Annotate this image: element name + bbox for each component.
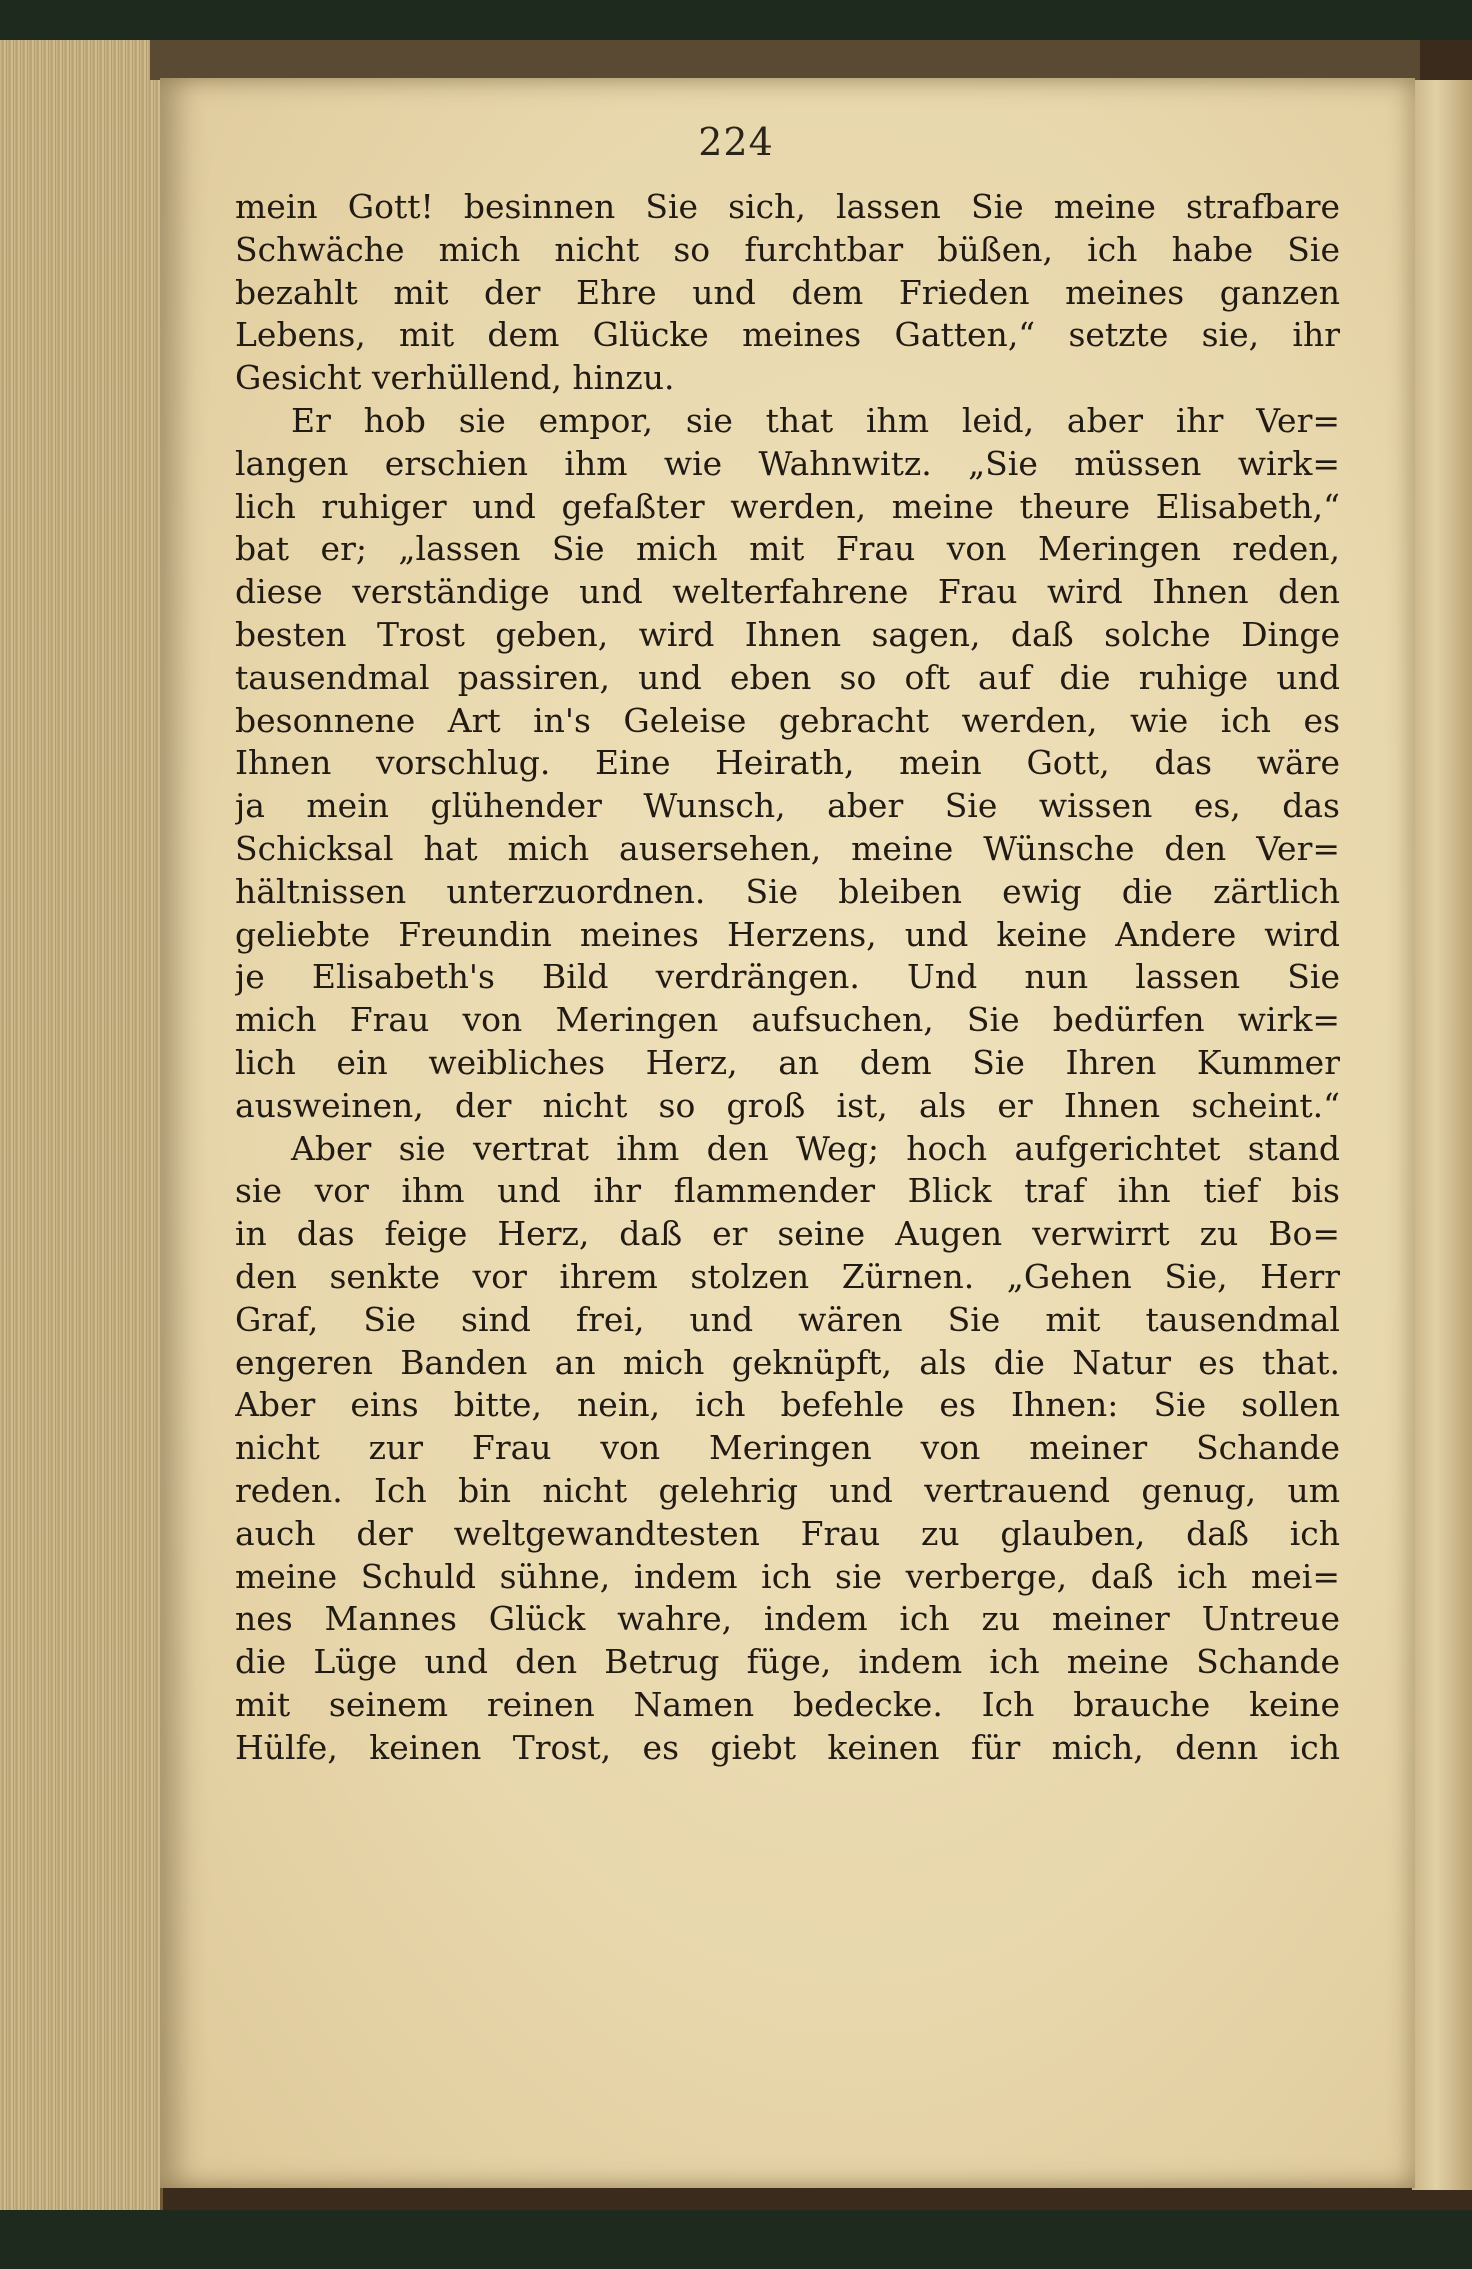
text-line: Er hob sie empor, sie that ihm leid, aber ihr Ver= xyxy=(291,400,1340,440)
text-line: bat er; „lassen Sie mich mit Frau von Meringen reden, xyxy=(235,529,1340,569)
body-text xyxy=(235,186,1340,1769)
text-line: Gesicht verhüllend, hinzu. xyxy=(235,358,675,398)
book-top-edge xyxy=(150,40,1420,80)
text-line: sie vor ihm und ihr flammender Blick traf ihn tief bis xyxy=(235,1171,1340,1211)
text-line: in das feige Herz, daß er seine Augen verwirrt zu Bo= xyxy=(235,1214,1340,1254)
text-line: lich ruhiger und gefaßter werden, meine theure Elisabeth,“ xyxy=(235,486,1340,526)
text-line: ausweinen, der nicht so groß ist, als er Ihnen scheint.“ xyxy=(235,1085,1340,1125)
text-line: Lebens, mit dem Glücke meines Gatten,“ setzte sie, ihr xyxy=(235,315,1340,355)
text-line: engeren Banden an mich geknüpft, als die Natur es that. xyxy=(235,1342,1340,1382)
text-line: mein Gott! besinnen Sie sich, lassen Sie meine strafbare xyxy=(235,187,1340,226)
text-line: meine Schuld sühne, indem ich sie verberge, daß ich mei= xyxy=(235,1556,1340,1596)
text-line: Aber sie vertrat ihm den Weg; hoch aufgerichtet stand xyxy=(291,1128,1340,1168)
page-number: 224 xyxy=(698,120,774,164)
text-line: bezahlt mit der Ehre und dem Frieden meines ganzen xyxy=(235,272,1340,312)
text-line: Graf, Sie sind frei, und wären Sie mit tausendmal xyxy=(235,1299,1340,1339)
text-line: den senkte vor ihrem stolzen Zürnen. „Gehen Sie, Herr xyxy=(235,1256,1340,1296)
text-line: nes Mannes Glück wahre, indem ich zu meiner Untreue xyxy=(235,1599,1340,1639)
text-line: auch der weltgewandtesten Frau zu glauben, daß ich xyxy=(235,1513,1340,1553)
text-line: die Lüge und den Betrug füge, indem ich meine Schande xyxy=(235,1642,1340,1682)
text-line: lich ein weibliches Herz, an dem Sie Ihren Kummer xyxy=(235,1042,1340,1082)
facing-page-edge xyxy=(1412,80,1472,2190)
text-line: ja mein glühender Wunsch, aber Sie wissen es, das xyxy=(235,786,1340,826)
text-line: mich Frau von Meringen aufsuchen, Sie bedürfen wirk= xyxy=(235,1000,1340,1040)
text-line: diese verständige und welterfahrene Frau wird Ihnen den xyxy=(235,572,1340,612)
text-line: je Elisabeth's Bild verdrängen. Und nun lassen Sie xyxy=(235,957,1340,997)
text-line: hältnissen unterzuordnen. Sie bleiben ewig die zärtlich xyxy=(235,871,1340,911)
text-line: besten Trost geben, wird Ihnen sagen, daß solche Dinge xyxy=(235,614,1340,654)
text-line: Hülfe, keinen Trost, es giebt keinen für mich, denn ich xyxy=(235,1727,1340,1767)
text-line: besonnene Art in's Geleise gebracht werden, wie ich es xyxy=(235,700,1340,740)
text-line: Schicksal hat mich ausersehen, meine Wünsche den Ver= xyxy=(235,828,1340,868)
page-edges xyxy=(0,40,163,2210)
text-line: reden. Ich bin nicht gelehrig und vertrauend genug, um xyxy=(235,1470,1340,1510)
text-line: tausendmal passiren, und eben so oft auf die ruhige und xyxy=(235,657,1340,697)
text-line: geliebte Freundin meines Herzens, und keine Andere wird xyxy=(235,914,1340,954)
text-line: mit seinem reinen Namen bedecke. Ich brauche keine xyxy=(235,1684,1340,1724)
text-line: Ihnen vorschlug. Eine Heirath, mein Gott, das wäre xyxy=(235,743,1340,783)
text-line: nicht zur Frau von Meringen von meiner Schande xyxy=(235,1428,1340,1468)
text-line: langen erschien ihm wie Wahnwitz. „Sie müssen wirk= xyxy=(235,443,1340,483)
text-line: Aber eins bitte, nein, ich befehle es Ihnen: Sie sollen xyxy=(235,1385,1340,1425)
text-line: Schwäche mich nicht so furchtbar büßen, ich habe Sie xyxy=(235,229,1340,269)
